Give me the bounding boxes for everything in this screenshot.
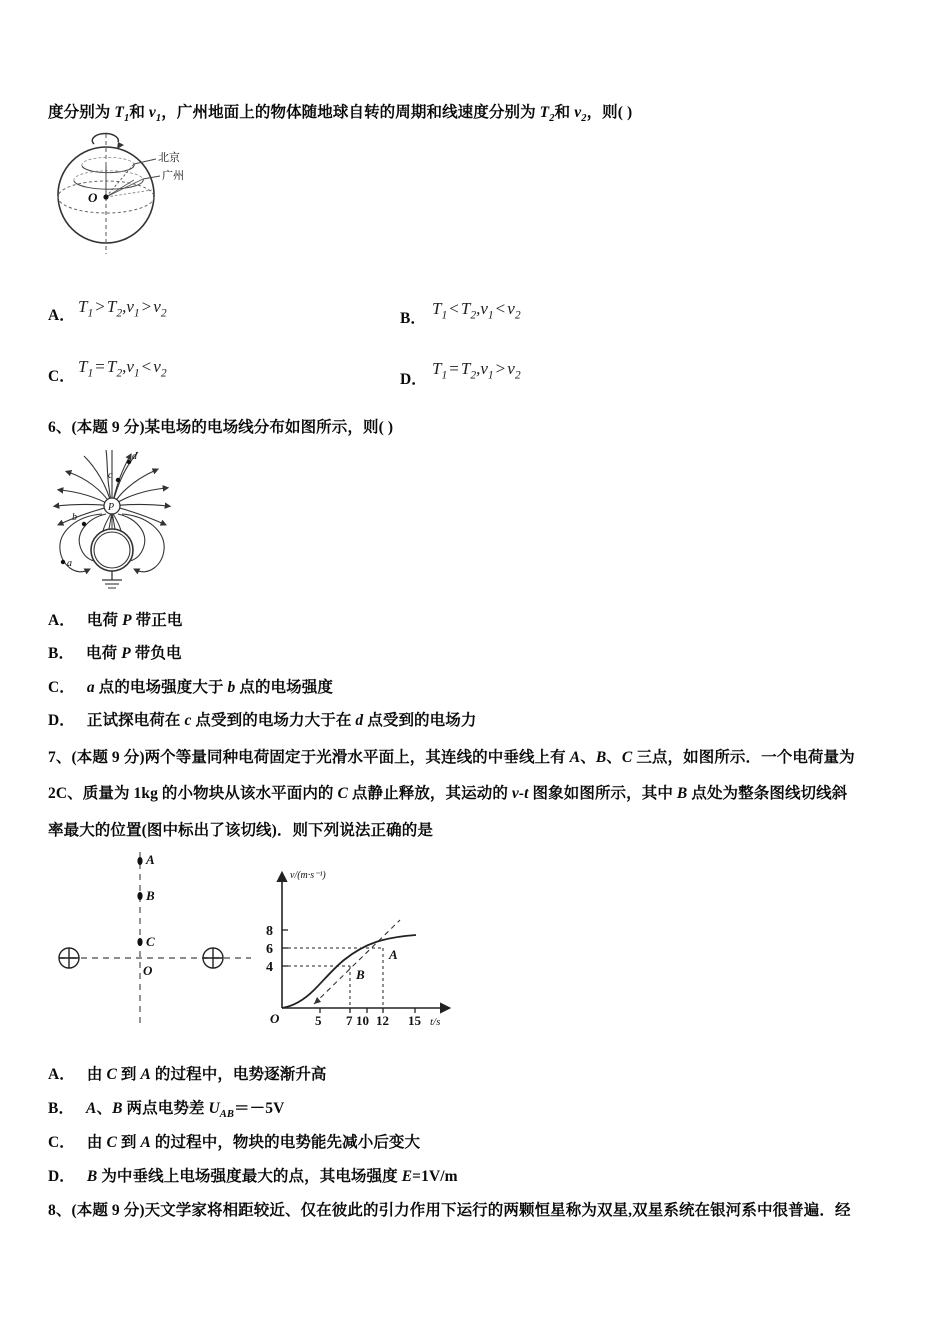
x-tick-10: 10	[356, 1013, 369, 1028]
q6-option-a-text-raw: 电荷 P 带正电	[86, 612, 183, 629]
q5-option-b[interactable]	[400, 306, 426, 328]
q7-option-b[interactable]	[48, 1096, 284, 1120]
point-label-B: B	[146, 888, 155, 903]
field-label-c: c	[108, 470, 113, 481]
q7-option-a-text-raw: 由 C 到 A 的过程中，电势逐渐升高	[86, 1066, 327, 1083]
tangent-line	[314, 920, 400, 1004]
q6-option-c-label: C．	[48, 679, 75, 696]
origin-label: O	[270, 1011, 280, 1026]
point-label-O: O	[143, 963, 153, 978]
q6-stem-text: 某电场的电场线分布如图所示，则( )	[144, 419, 394, 436]
q5-option-a[interactable]	[48, 303, 75, 325]
q7-option-d-label: D．	[48, 1168, 75, 1185]
q6-number: 6、	[48, 419, 72, 436]
q8-stem-text: 天文学家将相距较近、仅在彼此的引力作用下运行的两颗恒星称为双星,双星系统在银河系中很普遍．经	[144, 1202, 851, 1219]
q6-stem	[48, 415, 393, 437]
q5-option-d-text: $T_1 = T_2,v_1 > v_2$	[432, 359, 521, 382]
earth-center-label: O	[88, 190, 98, 205]
q6-option-b[interactable]	[48, 641, 182, 663]
q5-option-c-label: C．	[48, 368, 75, 385]
q6-option-d-text-raw: 正试探电荷在 c 点受到的电场力大于在 d 点受到的电场力	[86, 712, 477, 729]
q6-option-d[interactable]	[48, 708, 476, 730]
point-label-C: C	[146, 934, 155, 949]
q8-score: (本题 9 分)	[71, 1202, 145, 1219]
q7-number: 7、	[48, 749, 72, 766]
q7-option-c[interactable]	[48, 1130, 420, 1152]
y-tick-6: 6	[266, 942, 273, 957]
curve-label-A: A	[389, 947, 398, 962]
two-charges-perpendicular-bisector	[55, 848, 255, 1028]
x-tick-5: 5	[315, 1013, 322, 1028]
y-axis-label: v/(m·s⁻¹)	[290, 870, 326, 881]
q6-option-b-label: B．	[48, 645, 75, 662]
q7-option-b-label: B．	[48, 1100, 75, 1117]
earth-rotation-diagram	[48, 128, 238, 256]
q5-option-b-text: $T_1 < T_2,v_1 < v_2$	[432, 299, 521, 322]
y-tick-8: 8	[266, 924, 273, 939]
q8-stem	[48, 1198, 851, 1220]
curve-label-B: B	[356, 967, 365, 982]
q5-option-c-text: $T_1 = T_2,v_1 < v_2$	[78, 357, 167, 380]
q5-option-d[interactable]	[400, 367, 427, 389]
x-axis-label: t/s	[430, 1016, 441, 1028]
field-label-P: P	[108, 502, 115, 513]
q7-option-c-label: C．	[48, 1134, 75, 1151]
y-tick-4: 4	[266, 960, 273, 975]
vt-curve	[282, 935, 416, 1008]
x-tick-12: 12	[376, 1013, 389, 1028]
q5-option-a-label: A．	[48, 307, 75, 324]
q7-score: (本题 9 分)	[71, 749, 145, 766]
x-tick-7: 7	[346, 1013, 353, 1028]
q5-option-a-text: $T_1 > T_2,v_1 > v_2$	[78, 297, 167, 320]
q7-option-c-text-raw: 由 C 到 A 的过程中，物块的电势能先减小后变大	[86, 1134, 421, 1151]
q7-option-a[interactable]	[48, 1062, 327, 1084]
city-label-guangzhou: 广州	[162, 170, 184, 182]
q7-option-a-label: A．	[48, 1066, 75, 1083]
q6-option-c[interactable]	[48, 675, 333, 697]
point-label-A: A	[146, 852, 155, 867]
q5-option-b-label: B．	[400, 310, 426, 327]
q7-stem-line2: 2C、质量为 1kg 的小物块从该水平面内的 C 点静止释放，其运动的 v-t 图象如图所示，其中 B 点处为整条图线切线斜	[48, 785, 848, 802]
field-label-a: a	[67, 558, 72, 569]
q6-option-a[interactable]	[48, 608, 182, 630]
q6-score: (本题 9 分)	[71, 419, 145, 436]
city-label-beijing: 北京	[158, 152, 180, 164]
q7-option-d-text-raw: B 为中垂线上电场强度最大的点，其电场强度 E=1V/m	[86, 1168, 458, 1185]
q5-option-d-label: D．	[400, 371, 427, 388]
q6-option-c-text-raw: a 点的电场强度大于 b 点的电场强度	[86, 679, 333, 696]
q7-option-b-text-raw: A、B 两点电势差 $U_{AB}=-5V$	[86, 1100, 285, 1121]
q7-stem-line3: 率最大的位置(图中标出了该切线)．则下列说法正确的是	[48, 822, 433, 839]
q6-option-d-label: D．	[48, 712, 75, 729]
x-tick-15: 15	[408, 1013, 421, 1028]
field-label-b: b	[72, 512, 77, 523]
velocity-time-graph	[252, 862, 467, 1032]
q6-option-a-label: A．	[48, 612, 75, 629]
q7-option-d[interactable]	[48, 1164, 458, 1186]
q5-option-c[interactable]	[48, 364, 75, 386]
q8-number: 8、	[48, 1202, 72, 1219]
field-label-d: d	[132, 451, 137, 462]
q7-stem-line1: 7、(本题 9 分)两个等量同种电荷固定于光滑水平面上，其连线的中垂线上有 A、B、C 三点，如图所示．一个电荷量为	[48, 749, 855, 766]
electric-field-lines-diagram	[46, 448, 196, 593]
q5-continuation-line: 度分别为 $T_1$和 $v_1$，广州地面上的物体随地球自转的周期和线速度分别为 $T_2$和 $v_2$，则( )	[48, 104, 633, 125]
q6-option-b-text-raw: 电荷 P 带负电	[86, 645, 182, 662]
